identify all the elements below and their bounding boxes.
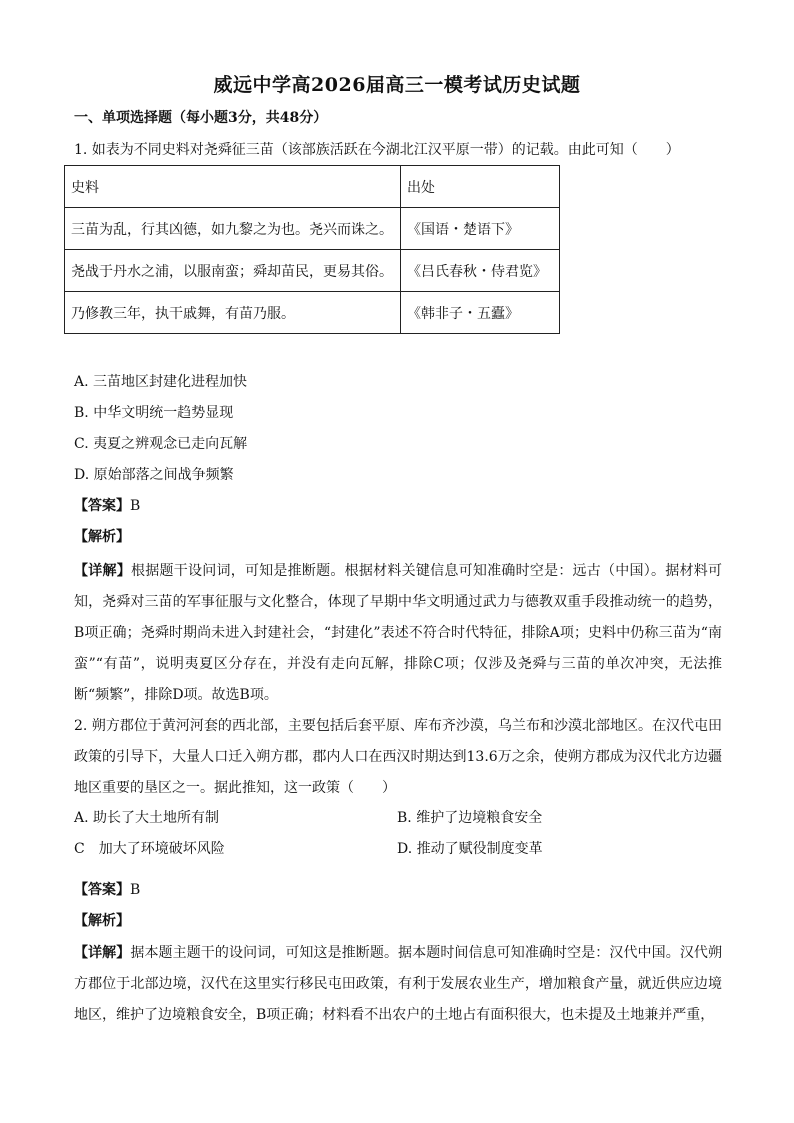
detail-label: 【详解】 [74, 563, 131, 579]
q1-option-d: D. 原始部落之间战争频繁 [74, 467, 234, 483]
table-row [65, 250, 560, 292]
table-cell: 《国语・楚语下》 [401, 208, 560, 250]
detail-text: 据本题主题干的设问词，可知这是推断题。据本题时间信息可知准确时空是：汉代中国。汉代朔方郡位于北部边境，汉代在这里实行移民屯田政策，有利于发展农业生产，增加粮食产量，就近供应边境地区，维护了边境粮食安全，B项正确；材料看不出农户的土地占有面积很大，也未提及土地兼并严重， [74, 945, 723, 1023]
q2-option-b: B. 维护了边境粮食安全 [397, 810, 543, 826]
table-cell: 《吕氏春秋・侍君览》 [401, 250, 560, 292]
q1-option-b: B. 中华文明统一趋势显现 [74, 405, 234, 421]
answer-label: 【答案】 [74, 882, 130, 898]
answer-value: B [130, 882, 141, 898]
table-header-cell: 出处 [401, 166, 560, 208]
detail-label: 【详解】 [74, 945, 131, 961]
section-heading: 一、单项选择题（每小题3分，共48分） [74, 110, 328, 126]
question-1-stem: 1. 如表为不同史料对尧舜征三苗（该部族活跃在今湖北江汉平原一带）的记载。由此可知（ ） [74, 142, 680, 158]
q2-option-a: A. 助长了大土地所有制 [74, 810, 220, 826]
table-cell: 《韩非子・五蠹》 [401, 292, 560, 334]
question-2-stem: 2. 朔方郡位于黄河河套的西北部，主要包括后套平原、库布齐沙漠，乌兰布和沙漠北部地区。在汉代屯田政策的引导下，大量人口迁入朔方郡，郡内人口在西汉时期达到13.6万之余，使朔方郡成为汉代北方边疆地区重要的垦区之一。据此推知，这一政策（ ） [74, 718, 722, 796]
table-cell: 尧战于丹水之浦，以服南蛮；舜却苗民，更易其俗。 [65, 250, 401, 292]
q2-answer [74, 880, 140, 900]
source-table [64, 165, 560, 334]
table-row [65, 292, 560, 334]
table-row [65, 208, 560, 250]
q2-option-d: D. 推动了赋役制度变革 [397, 841, 543, 857]
q2-detail [74, 938, 722, 1031]
q1-answer [74, 496, 140, 516]
detail-text: 根据题干设问词，可知是推断题。根据材料关键信息可知准确时空是：远古（中国）。据材料可知，尧舜对三苗的军事征服与文化整合，体现了早期中华文明通过武力与德教双重手段推动统一的趋势，B项正确；尧舜时期尚未进入封建社会，“封建化”表述不符合时代特征，排除A项；史料中仍称三苗为“南蛮”“有苗”，说明夷夏区分存在，并没有走向瓦解，排除C项；仅涉及尧舜与三苗的单次冲突，无法推断“频繁”，排除D项。故选B项。 [74, 563, 723, 703]
q2-analysis-label: 【解析】 [74, 913, 130, 929]
answer-label: 【答案】 [74, 498, 130, 514]
q1-option-a: A. 三苗地区封建化进程加快 [74, 374, 248, 390]
page-title: 威远中学高2026届高三一模考试历史试题 [213, 74, 581, 96]
q1-detail [74, 556, 722, 711]
q1-option-c: C. 夷夏之辨观念已走向瓦解 [74, 436, 248, 452]
q2-option-c: C 加大了环境破坏风险 [74, 841, 225, 857]
table-cell: 三苗为乱，行其凶德，如九黎之为也。尧兴而诛之。 [65, 208, 401, 250]
answer-value: B [130, 498, 141, 514]
table-cell: 乃修教三年，执干戚舞，有苗乃服。 [65, 292, 401, 334]
q1-analysis-label: 【解析】 [74, 529, 130, 545]
table-header-cell: 史料 [65, 166, 401, 208]
table-header-row [65, 166, 560, 208]
